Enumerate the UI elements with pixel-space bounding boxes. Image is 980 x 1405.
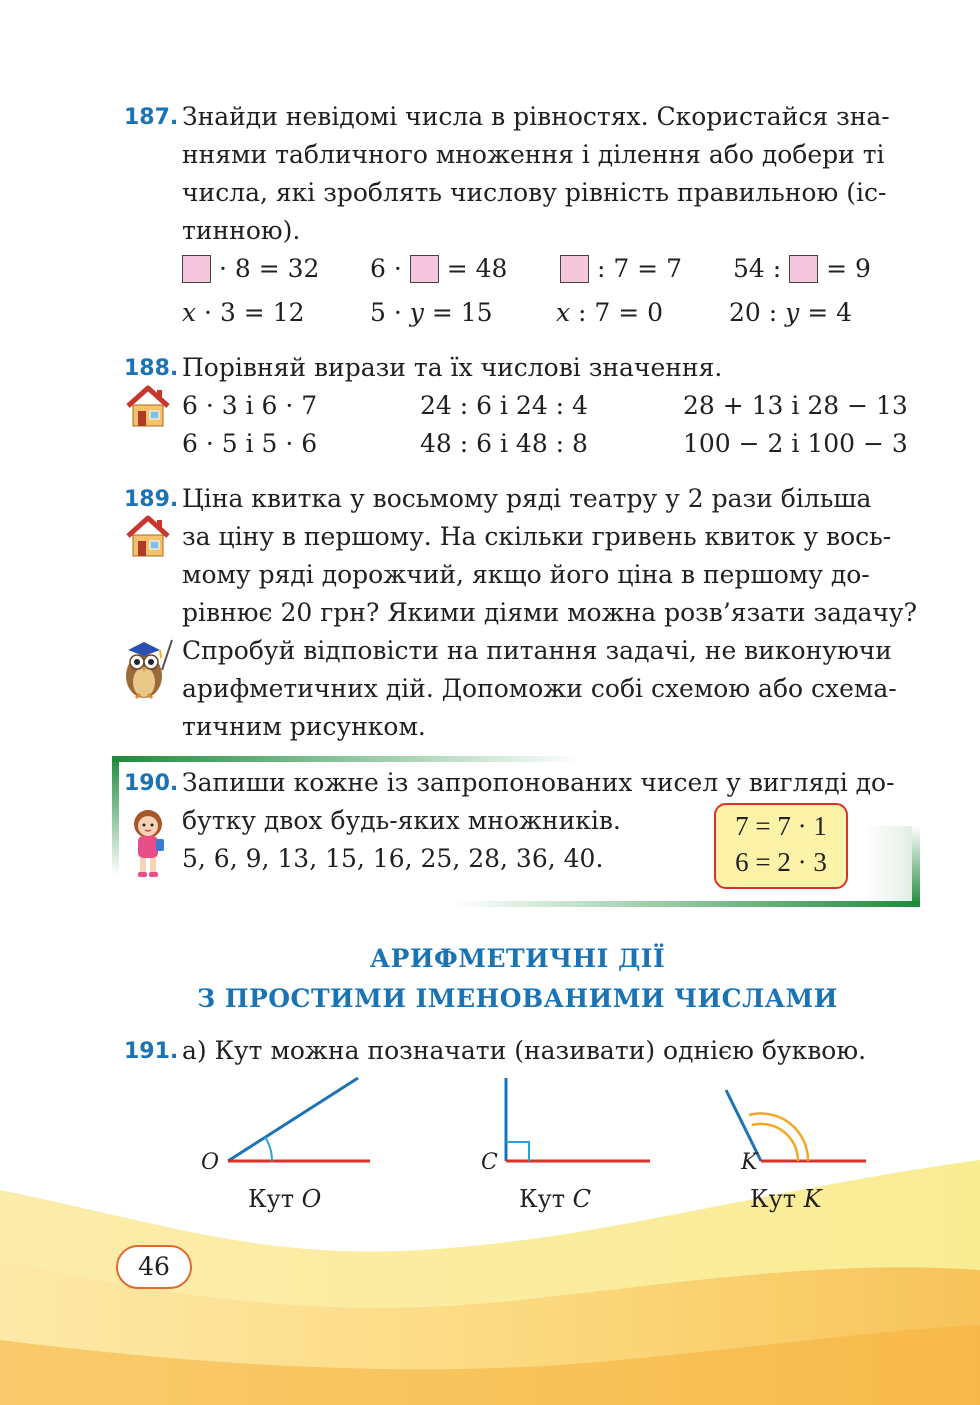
comparison: 48 : 6 і 48 : 8 [420,429,588,458]
equation: 5 · y = 15 [370,298,493,327]
exercise-number-190: 190. [124,771,179,796]
exercise-190-text: 5, 6, 9, 13, 15, 16, 25, 28, 36, 40. [182,844,604,873]
angle-caption-o: Кут O [248,1185,322,1213]
comparison: 6 · 3 і 6 · 7 [182,391,318,420]
angle-o-arc [265,1137,272,1161]
angle-o-ray-top [228,1078,358,1161]
comparison: 28 + 13 і 28 − 13 [683,391,908,420]
hint-example: 7 = 7 · 1 [735,811,827,841]
equation: 54 : = 9 [733,254,871,283]
equation: 20 : y = 4 [729,298,853,327]
hint-example: 6 = 2 · 3 [735,847,827,877]
exercise-189-text: за ціну в першому. На скільки гривень квиток у вось- [182,522,892,551]
exercise-number-189: 189. [124,487,179,512]
exercise-187-text: числа, які зроблять числову рівність правильною (іс- [182,178,887,207]
comparison: 6 · 5 і 5 · 6 [182,429,318,458]
equation: x · 3 = 12 [182,298,305,327]
equation: · 8 = 32 [182,254,319,284]
equation: 6 · = 48 [370,254,508,283]
exercise-187-text: тинною). [182,216,301,245]
vertex-label-c: C [481,1150,498,1175]
angle-caption-c: Кут C [519,1185,591,1213]
vertex-label-o: O [201,1150,220,1175]
exercise-189-text: Спробуй відповісти на питання задачі, не виконуючи [182,636,892,665]
exercise-number-188: 188. [124,356,179,381]
equation: : 7 = 7 [560,254,682,284]
exercise-189-text: тичним рисунком. [182,712,426,741]
exercise-189-text: мому ряді дорожчий, якщо його ціна в першому до- [182,560,870,589]
page-number: 46 [116,1245,192,1289]
angle-c-right-mark [506,1142,529,1161]
exercise-189-text: рівнює 20 грн? Якими діями можна розв’язати задачу? [182,598,918,627]
exercise-190-text: Запиши кожне із запропонованих чисел у вигляді до- [182,768,895,797]
comparison: 100 − 2 і 100 − 3 [683,429,908,458]
exercise-191-text: а) Кут можна позначати (називати) однією буквою. [182,1036,867,1065]
exercise-number-191: 191. [124,1039,179,1064]
exercise-number-187: 187. [124,105,179,130]
exercise-187-text: ннями табличного множення і ділення або добери ті [182,140,885,169]
exercise-190-text: бутку двох будь-яких множників. [182,806,621,835]
section-heading: З ПРОСТИМИ ІМЕНОВАНИМИ ЧИСЛАМИ [197,984,838,1013]
exercise-189-text: Ціна квитка у восьмому ряді театру у 2 рази більша [182,484,872,513]
equation: x : 7 = 0 [556,298,664,327]
vertex-label-k: K [741,1150,758,1175]
exercise-189-text: арифметичних дій. Допоможи собі схемою або схема- [182,674,897,703]
section-heading: АРИФМЕТИЧНІ ДІЇ [369,944,666,973]
comparison: 24 : 6 і 24 : 4 [420,391,588,420]
angle-caption-k: Кут K [750,1185,822,1213]
exercise-188-text: Порівняй вирази та їх числові значення. [182,353,723,382]
exercise-187-text: Знайди невідомі числа в рівностях. Скористайся зна- [182,102,890,131]
